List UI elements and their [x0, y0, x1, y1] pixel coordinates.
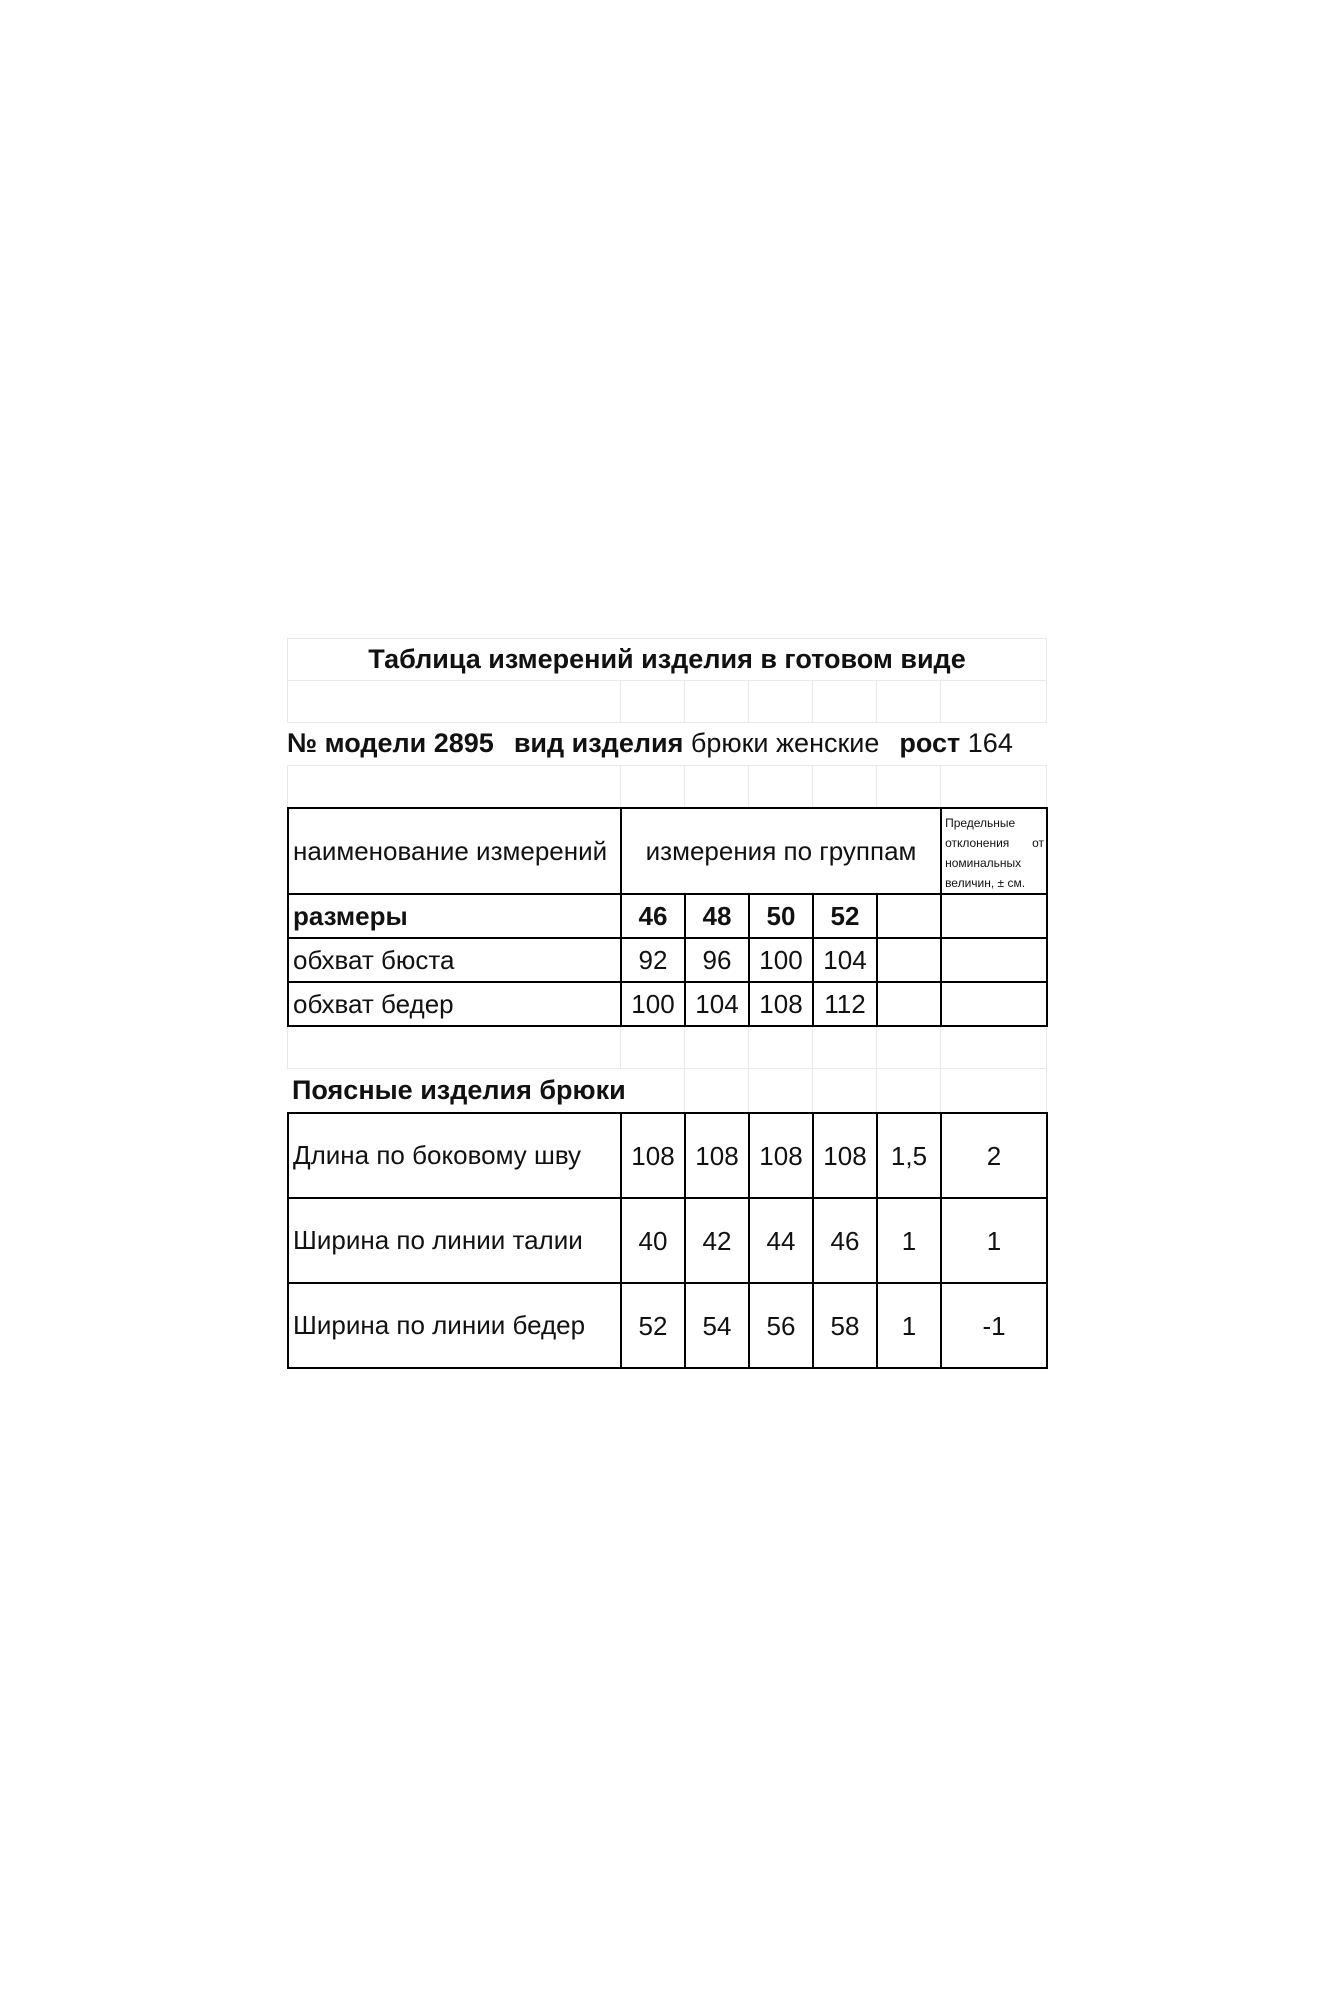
- value-cell: 108: [813, 1113, 877, 1198]
- sheet-title: Таблица измерений изделия в готовом виде: [368, 643, 966, 674]
- value-cell: 92: [621, 938, 685, 982]
- measurement-name: обхват бюста: [288, 938, 621, 982]
- value-cell: 100: [749, 938, 813, 982]
- size-cell: 46: [621, 894, 685, 938]
- measurement-name: Ширина по линии талии: [288, 1198, 621, 1283]
- tolerance-cell: -1: [941, 1283, 1047, 1368]
- empty-cell: [941, 982, 1047, 1026]
- value-cell: 108: [621, 1113, 685, 1198]
- item-type-value: брюки женские: [690, 728, 880, 758]
- height-label: рост: [899, 728, 961, 758]
- measurement-name: Длина по боковому шву: [288, 1113, 621, 1198]
- section-title: Поясные изделия брюки: [292, 1075, 626, 1105]
- value-cell: 104: [685, 982, 749, 1026]
- tolerance-cell: 2: [941, 1113, 1047, 1198]
- sizes-label: размеры: [288, 894, 621, 938]
- value-cell: 52: [621, 1283, 685, 1368]
- value-cell: 42: [685, 1198, 749, 1283]
- value-cell: 108: [749, 1113, 813, 1198]
- measurement-name: Ширина по линии бедер: [288, 1283, 621, 1368]
- spacer-row: [287, 680, 1047, 722]
- measurement-name: обхват бедер: [288, 982, 621, 1026]
- step-cell: 1: [877, 1198, 941, 1283]
- height-value: 164: [967, 728, 1013, 758]
- item-type-label: вид изделия: [513, 728, 684, 758]
- value-cell: 108: [749, 982, 813, 1026]
- spacer-row: [287, 765, 1047, 807]
- table-row: [288, 982, 1047, 1026]
- measurement-sheet: [287, 638, 1047, 1369]
- table-row: [288, 1198, 1047, 1283]
- empty-cell: [877, 938, 941, 982]
- size-cell: 52: [813, 894, 877, 938]
- empty-cell: [877, 982, 941, 1026]
- empty-cell: [941, 938, 1047, 982]
- step-cell: 1: [877, 1283, 941, 1368]
- garment-measurements-table: [287, 1112, 1048, 1369]
- table-row: [288, 1113, 1047, 1198]
- model-info-row: [287, 722, 1047, 765]
- value-cell: 40: [621, 1198, 685, 1283]
- empty-cell: [941, 894, 1047, 938]
- sizes-table: [287, 807, 1048, 1027]
- value-cell: 112: [813, 982, 877, 1026]
- spacer-row: [287, 1027, 1047, 1069]
- value-cell: 44: [749, 1198, 813, 1283]
- value-cell: 108: [685, 1113, 749, 1198]
- table-header-row: [288, 808, 1047, 894]
- size-cell: 48: [685, 894, 749, 938]
- header-groups-column: измерения по группам: [621, 808, 941, 894]
- value-cell: 96: [685, 938, 749, 982]
- value-cell: 54: [685, 1283, 749, 1368]
- table-row: [288, 1283, 1047, 1368]
- value-cell: 100: [621, 982, 685, 1026]
- section-title-row: [287, 1069, 1047, 1112]
- step-cell: 1,5: [877, 1113, 941, 1198]
- table-row: [288, 894, 1047, 938]
- header-tolerance-column: Предельные отклонения от номинальных величин, ± см.: [941, 808, 1047, 894]
- header-name-column: наименование измерений: [288, 808, 621, 894]
- sheet-title-row: [287, 638, 1047, 680]
- value-cell: 56: [749, 1283, 813, 1368]
- table-row: [288, 938, 1047, 982]
- size-cell: 50: [749, 894, 813, 938]
- value-cell: 104: [813, 938, 877, 982]
- value-cell: 58: [813, 1283, 877, 1368]
- value-cell: 46: [813, 1198, 877, 1283]
- empty-cell: [877, 894, 941, 938]
- tolerance-cell: 1: [941, 1198, 1047, 1283]
- model-number: № модели 2895: [287, 728, 494, 758]
